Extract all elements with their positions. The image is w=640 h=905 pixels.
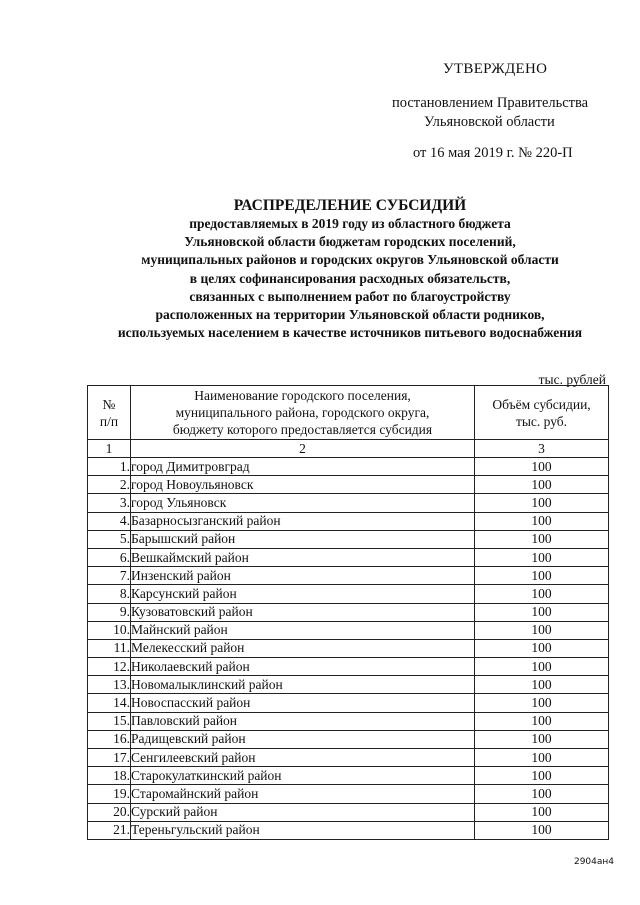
row-number: 5.	[88, 530, 131, 548]
header-line: п/п	[99, 413, 119, 429]
row-amount: 100	[475, 803, 609, 821]
row-number: 18.	[88, 767, 131, 785]
table-row	[88, 730, 609, 748]
row-number: 14.	[88, 694, 131, 712]
row-recipient: Инзенский район	[131, 567, 475, 585]
table-row	[88, 749, 609, 767]
header-number	[88, 386, 131, 440]
row-recipient: Барышский район	[131, 530, 475, 548]
column-number: 1	[88, 440, 131, 458]
row-recipient: Карсунский район	[131, 585, 475, 603]
row-number: 12.	[88, 658, 131, 676]
row-number: 6.	[88, 548, 131, 566]
table-row	[88, 585, 609, 603]
table-row	[88, 676, 609, 694]
row-amount: 100	[475, 767, 609, 785]
row-number: 15.	[88, 712, 131, 730]
row-amount: 100	[475, 658, 609, 676]
row-number: 13.	[88, 676, 131, 694]
row-number: 3.	[88, 494, 131, 512]
row-number: 17.	[88, 749, 131, 767]
row-amount: 100	[475, 548, 609, 566]
approval-heading: УТВЕРЖДЕНО	[443, 61, 548, 77]
approval-decree-line: постановлением Правительства	[392, 95, 589, 111]
row-recipient: Старокулаткинский район	[131, 767, 475, 785]
row-recipient: Кузоватовский район	[131, 603, 475, 621]
column-number: 2	[131, 440, 475, 458]
row-amount: 100	[475, 458, 609, 476]
row-recipient: Николаевский район	[131, 658, 475, 676]
row-amount: 100	[475, 621, 609, 639]
header-line: бюджету которого предоставляется субсидия	[172, 422, 433, 437]
title-line: расположенных на территории Ульяновской области родников,	[155, 307, 545, 323]
row-amount: 100	[475, 821, 609, 839]
row-recipient: город Ульяновск	[131, 494, 475, 512]
header-line: муниципального района, городского округа,	[175, 405, 430, 420]
title-line: предоставляемых в 2019 году из областного бюджета	[189, 216, 511, 231]
row-recipient: Базарносызганский район	[131, 512, 475, 530]
row-amount: 100	[475, 712, 609, 730]
column-numbers-row	[88, 440, 609, 458]
unit-label: тыс. рублей	[538, 372, 606, 387]
row-recipient: Мелекесский район	[131, 639, 475, 657]
header-line: №	[102, 396, 116, 412]
title-subtitle	[60, 215, 640, 342]
header-line: тыс. руб.	[515, 413, 568, 429]
row-number: 21.	[88, 821, 131, 839]
title-line: используемых населением в качестве источников питьевого водоснабжения	[117, 325, 583, 341]
row-recipient: Сурский район	[131, 803, 475, 821]
header-recipient	[131, 386, 475, 440]
table-row	[88, 767, 609, 785]
header-amount	[475, 386, 609, 440]
row-recipient: Радищевский район	[131, 730, 475, 748]
row-amount: 100	[475, 585, 609, 603]
table-row	[88, 803, 609, 821]
document-title	[60, 197, 640, 342]
title-line: муниципальных районов и городских округов Ульяновской области	[141, 252, 559, 268]
row-amount: 100	[475, 749, 609, 767]
row-number: 7.	[88, 567, 131, 585]
row-amount: 100	[475, 530, 609, 548]
row-amount: 100	[475, 694, 609, 712]
approval-region-line: Ульяновской области	[424, 114, 555, 130]
table-row	[88, 785, 609, 803]
row-number: 11.	[88, 639, 131, 657]
header-line: Объём субсидии,	[492, 396, 591, 412]
row-recipient: Тереньгульский район	[131, 821, 475, 839]
table-row	[88, 603, 609, 621]
table-row	[88, 621, 609, 639]
row-recipient: Павловский район	[131, 712, 475, 730]
row-recipient: Сенгилеевский район	[131, 749, 475, 767]
header-line: Наименование городского поселения,	[194, 388, 411, 403]
row-number: 9.	[88, 603, 131, 621]
table-row	[88, 512, 609, 530]
row-amount: 100	[475, 785, 609, 803]
table-row	[88, 639, 609, 657]
table-row	[88, 494, 609, 512]
row-number: 19.	[88, 785, 131, 803]
row-amount: 100	[475, 639, 609, 657]
row-amount: 100	[475, 476, 609, 494]
table-row	[88, 458, 609, 476]
title-line: связанных с выполнением работ по благоустройству	[189, 288, 511, 304]
table-row	[88, 548, 609, 566]
row-number: 4.	[88, 512, 131, 530]
title-line: в целях софинансирования расходных обязательств,	[189, 270, 511, 286]
row-recipient: Майнский район	[131, 621, 475, 639]
row-recipient: Старомайнский район	[131, 785, 475, 803]
row-amount: 100	[475, 567, 609, 585]
row-recipient: Вешкаймский район	[131, 548, 475, 566]
table-row	[88, 658, 609, 676]
row-number: 10.	[88, 621, 131, 639]
table-row	[88, 530, 609, 548]
row-number: 20.	[88, 803, 131, 821]
table-row	[88, 476, 609, 494]
table-row	[88, 567, 609, 585]
row-amount: 100	[475, 676, 609, 694]
row-amount: 100	[475, 603, 609, 621]
row-recipient: Новомалыклинский район	[131, 676, 475, 694]
subsidy-table	[87, 385, 609, 840]
row-number: 2.	[88, 476, 131, 494]
row-recipient: город Новоульяновск	[131, 476, 475, 494]
row-amount: 100	[475, 494, 609, 512]
footer-code: 2904ан4	[573, 857, 614, 867]
row-number: 8.	[88, 585, 131, 603]
table-row	[88, 694, 609, 712]
approval-date-line: от 16 мая 2019 г. № 220-П	[413, 145, 573, 161]
row-number: 16.	[88, 730, 131, 748]
title-line: Ульяновской области бюджетам городских поселений,	[184, 234, 516, 250]
row-number: 1.	[88, 458, 131, 476]
row-amount: 100	[475, 730, 609, 748]
row-recipient: Новоспасский район	[131, 694, 475, 712]
table-row	[88, 821, 609, 839]
row-amount: 100	[475, 512, 609, 530]
table-header-row	[88, 386, 609, 440]
column-number: 3	[475, 440, 609, 458]
table-row	[88, 712, 609, 730]
title-main: РАСПРЕДЕЛЕНИЕ СУБСИДИЙ	[233, 197, 467, 214]
row-recipient: город Димитровград	[131, 458, 475, 476]
